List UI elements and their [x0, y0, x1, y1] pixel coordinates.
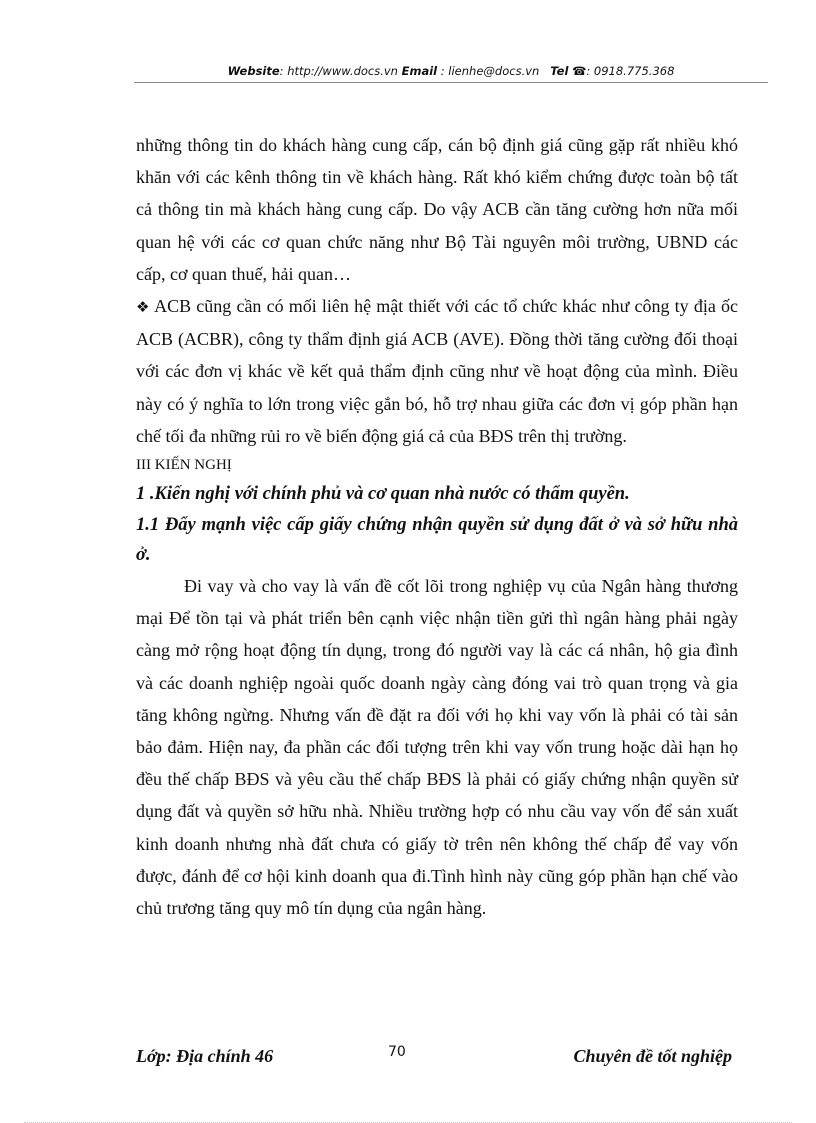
page-header	[134, 64, 768, 78]
bullet-paragraph	[136, 290, 738, 452]
email-label: Email	[401, 64, 438, 78]
tel-label: Tel	[550, 64, 569, 78]
page-body	[136, 129, 738, 924]
website-url[interactable]: : http://www.docs.vn	[279, 64, 398, 78]
section-heading: III KIẾN NGHỊ	[136, 457, 232, 474]
heading-1-1: 1.1 Đẩy mạnh việc cấp giấy chứng nhận quyền sử dụng đất ở và sở hữu nhà ở.	[136, 515, 738, 566]
phone-icon: ☎	[572, 64, 587, 78]
header-divider	[134, 82, 768, 83]
email-value[interactable]: : lienhe@docs.vn	[440, 64, 540, 78]
page-number: 70	[388, 1044, 406, 1060]
website-label: Website	[227, 64, 280, 78]
footer-doc-title: Chuyên đề tốt nghiệp	[573, 1046, 732, 1066]
heading-1: 1 .Kiến nghị với chính phủ và cơ quan nhà nước có thẩm quyền.	[136, 484, 630, 505]
paragraph-3: Đi vay và cho vay là vấn đề cốt lõi trong nghiệp vụ của Ngân hàng thương mại Để tồn tại và phát triển bên cạnh việc nhận tiền gửi thì ngân hàng phải ngày càng mở rộng hoạt động tín dụng, trong đó người vay là các cá nhân, hộ gia đình và các doanh nghiệp ngoài quốc doanh ngày càng đóng vai trò quan trọng và gia tăng không ngừng. Nhưng vấn đề đặt ra đối với họ khi vay vốn là phải có tài sản bảo đảm. Hiện nay, đa phần các đối tượng trên khi vay vốn trung hoặc dài hạn họ đều thế chấp BĐS và yêu cầu thế chấp BĐS là phải có giấy chứng nhận quyền sử dụng đất và quyền sở hữu nhà. Nhiều trường hợp có nhu cầu vay vốn để sản xuất kinh doanh nhưng nhà đất chưa có giấy tờ trên nên không thế chấp để vay vốn được, đánh để cơ hội kinh doanh qua đi.Tình hình này cũng góp phần hạn chế vào chủ trương tăng quy mô tín dụng của ngân hàng.	[136, 576, 738, 919]
diamond-bullet-icon: ❖	[136, 298, 151, 317]
paragraph-2: ACB cũng cần có mối liên hệ mật thiết với các tổ chức khác như công ty địa ốc ACB (ACBR), công ty thẩm định giá ACB (AVE). Đồng thời tăng cường đối thoại với các đơn vị khác về kết quả thẩm định cũng như về hoạt động của mình. Điều này có ý nghĩa to lớn trong việc gắn bó, hỗ trợ nhau giữa các đơn vị góp phần hạn chế tối đa những rủi ro về biến động giá cả của BĐS trên thị trường.	[136, 296, 738, 446]
paragraph-1: những thông tin do khách hàng cung cấp, cán bộ định giá cũng gặp rất nhiều khó khăn với các kênh thông tin về khách hàng. Rất khó kiểm chứng được toàn bộ tất cả thông tin mà khách hàng cung cấp. Do vậy ACB cần tăng cường hơn nữa mối quan hệ với các cơ quan chức năng như Bộ Tài nguyên môi trường, UBND các cấp, cơ quan thuế, hải quan…	[136, 135, 738, 284]
footer-class-label: Lớp: Địa chính 46	[136, 1046, 274, 1066]
tel-value: : 0918.775.368	[586, 64, 675, 78]
